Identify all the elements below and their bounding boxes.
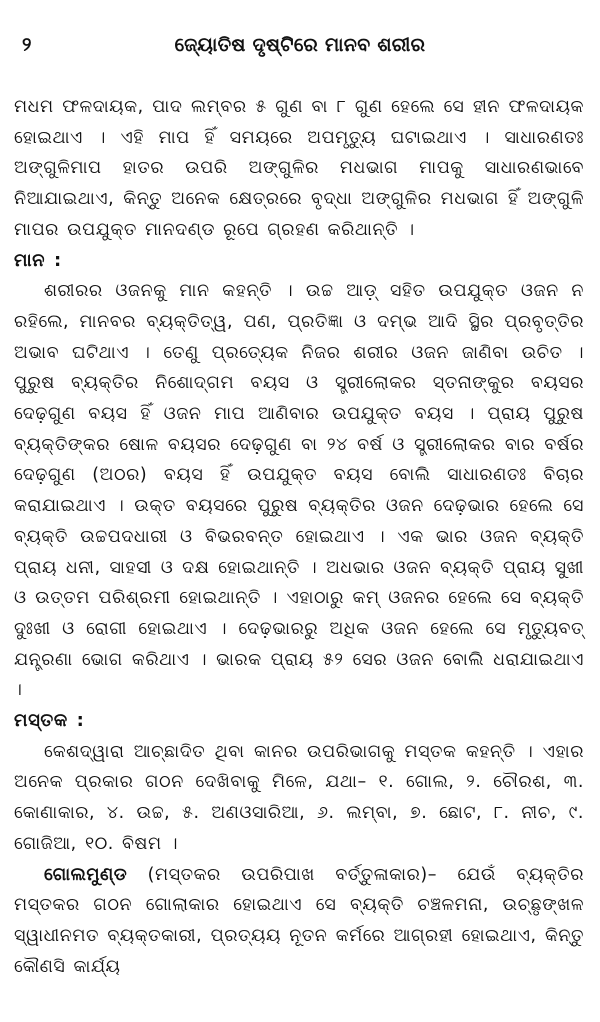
paragraph-mastaka: କେଶଦ୍ୱାରା ଆଚ୍ଛାଦିତ ଥିବା କାନର ଉପରିଭାଗକୁ ମସ୍ତକ କହନ୍ତି । ଏହାର ଅନେକ ପ୍ରକାର ଗଠନ ଦେଖିବାକୁ ମିଳେ, ଯଥା– ୧. ଗୋଲ, ୨. ଚୌରଶ, ୩. କୋଣାକାର, ୪. ଉଚ୍ଚ, ୫. ଅଣଓସାରିଆ, ୬. ଲମ୍ବା, ୭. ଛୋଟ, ୮. ନୀଚ, ୯. ଗୋଜିଆ, ୧୦. ବିଷମ । <box>14 741 584 854</box>
paragraph-intro: ମଧମ ଫଳଦାୟକ, ପାଦ ଲମ୍ବର ୫ ଗୁଣ ବା ୮ ଗୁଣ ହେଲେ ସେ ହୀନ ଫଳଦାୟକ ହୋଇଥାଏ । ଏହି ମାପ ହିଁ ସମୟରେ ଅପମୃତ୍ୟୁ ଘଟାଇଥାଏ । ସାଧାରଣତଃ ଅଙ୍ଗୁଳିମାପ ହାତର ଉପରି ଅଙ୍ଗୁଳିର ମଧଭାଗ ମାପକୁ ସାଧାରଣଭାବେ ନିଆଯାଇଥାଏ, କିନ୍ତୁ ଅନେକ କ୍ଷେତ୍ରରେ ବୃଦ୍ଧା ଅଙ୍ଗୁଳିର ମଧଭାଗ ହିଁ ଅଙ୍ଗୁଳି ମାପର ଉପଯୁକ୍ତ ମାନଦଣ୍ଡ ରୂପେ ଗ୍ରହଣ କରିଥାନ୍ତି । <box>14 97 584 240</box>
paragraph-golamunda-lead: ଗୋଲମୁଣ୍ଡ <box>44 864 128 885</box>
section-heading-maana: ମାନ : <box>14 249 62 271</box>
page-body <box>14 92 584 982</box>
page-header <box>0 34 600 60</box>
paragraph-maana: ଶରୀରର ଓଜନକୁ ମାନ କହନ୍ତି । ଉଚ୍ଚ ଆଡ଼୍ ସହିତ ଉପଯୁକ୍ତ ଓଜନ ନ ରହିଲେ, ମାନବର ବ୍ୟକ୍ତିତ୍ୱ, ପଣ, ପ୍ରତିଜ୍ଞା ଓ ଦମ୍ଭ ଆଦି ସ୍ଥିର ପ୍ରବୃତ୍ତିର ଅଭାବ ଘଟିଥାଏ । ତେଣୁ ପ୍ରତ୍ୟେକ ନିଜର ଶରୀର ଓଜନ ଜାଣିବା ଉଚିତ । ପୁରୁଷ ବ୍ୟକ୍ତିର ନିଶୋଦ୍‌ଗମ ବୟସ ଓ ସ୍ତ୍ରୀଲୋକର ସ୍ତନାଙ୍କୁର ବୟସର ଦେଢ଼ଗୁଣ ବୟସ ହିଁ ଓଜନ ମାପ ଆଣିବାର ଉପଯୁକ୍ତ ବୟସ । ପ୍ରାୟ ପୁରୁଷ ବ୍ୟକ୍ତିଙ୍କର ଷୋଳ ବୟସର ଦେଢ଼ଗୁଣ ବା ୨୪ ବର୍ଷ ଓ ସ୍ତ୍ରୀଲୋକର ବାର ବର୍ଷର ଦେଢ଼ଗୁଣ (ଅଠର) ବୟସ ହିଁ ଉପଯୁକ୍ତ ବୟସ ବୋଲି ସାଧାରଣତଃ ବିଚାର କରାଯାଇଥାଏ । ଉକ୍ତ ବୟସରେ ପୁରୁଷ ବ୍ୟକ୍ତିର ଓଜନ ଦେଢ଼ଭାର ହେଲେ ସେ ବ୍ୟକ୍ତି ଉଚ୍ଚପଦଧାରୀ ଓ ବିଭରବନ୍ତ ହୋଇଥାଏ । ଏକ ଭାର ଓଜନ ବ୍ୟକ୍ତି ପ୍ରାୟ ଧନୀ, ସାହସୀ ଓ ଦକ୍ଷ ହୋଇଥାନ୍ତି । ଅଧଭାର ଓଜନ ବ୍ୟକ୍ତି ପ୍ରାୟ ସୁଖୀ ଓ ଉତ୍ତମ ପରିଶ୍ରମୀ ହୋଇଥାନ୍ତି । ଏହାଠାରୁ କମ୍ ଓଜନର ହେଲେ ସେ ବ୍ୟକ୍ତି ଦୁଃଖୀ ଓ ରୋଗୀ ହୋଇଥାଏ । ଦେଢ଼ଭାରରୁ ଅଧିକ ଓଜନ ହେଲେ ସେ ମୃତ୍ୟୁବତ୍ ଯନ୍ତ୍ରଣା ଭୋଗ କରିଥାଏ । ଭାରକ ପ୍ରାୟ ୫୨ ସେର ଓଜନ ବୋଲି ଧରାଯାଇଥାଏ । <box>14 281 584 701</box>
section-heading-mastaka: ମସ୍ତକ : <box>14 710 85 732</box>
paragraph-golamunda <box>14 860 584 983</box>
running-title: ଜ୍ୟୋତିଷ ଦୃଷ୍ଟିରେ ମାନବ ଶରୀର <box>174 34 426 56</box>
paragraph-golamunda-text: (ମସ୍ତକର ଉପରିପାଖ ବର୍ତ୍ତୁଳାକାର)– ଯେଉଁ ବ୍ୟକ୍ତିର ମସ୍ତକର ଗଠନ ଗୋଲାକାର ହୋଇଥାଏ ସେ ବ୍ୟକ୍ତି ଚଞ୍ଚଳମନା, ଉଚ୍ଛୃଙ୍ଖଳ ସ୍ୱାଧୀନମତ ବ୍ୟକ୍ତକାରୀ, ପ୍ରତ୍ୟୟ ନୂତନ କର୍ମରେ ଆଗ୍ରହୀ ହୋଇଥାଏ, କିନ୍ତୁ କୌଣସି କାର୍ଯ୍ୟ <box>14 864 584 977</box>
page-number: ୨ <box>22 34 32 56</box>
